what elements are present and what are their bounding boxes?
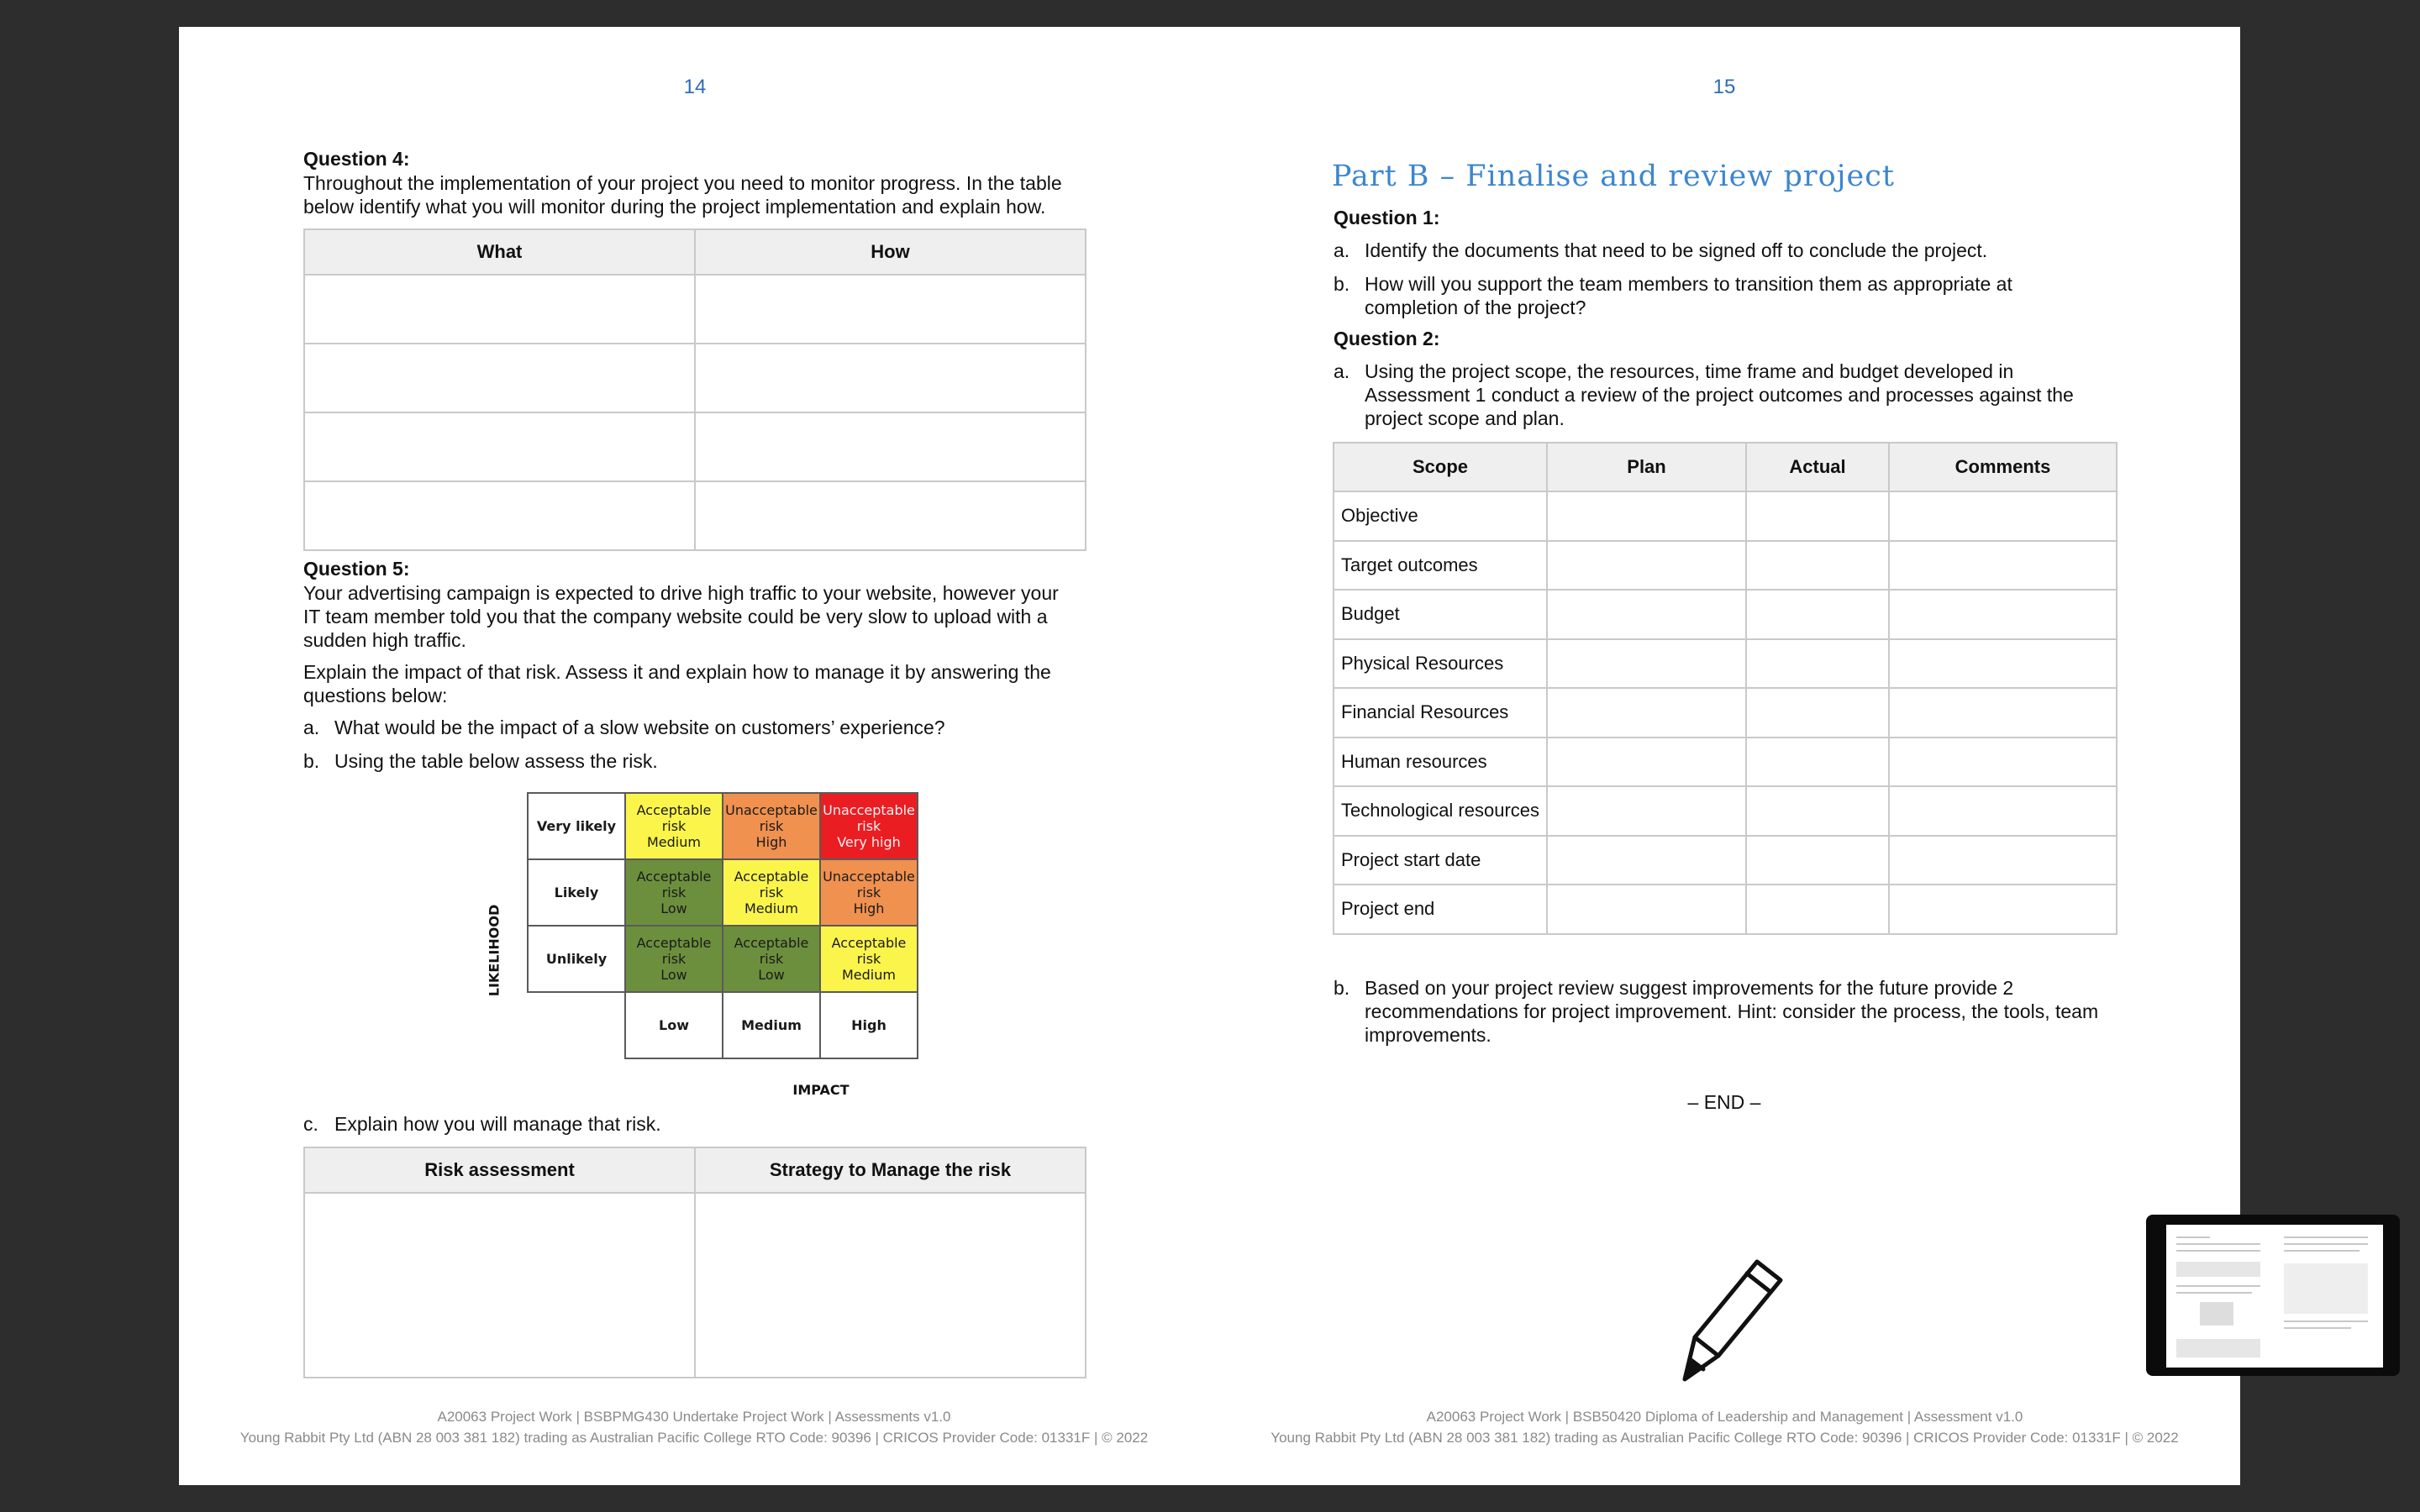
list-marker: c. xyxy=(303,1113,318,1135)
part-b-question-1-heading: Question 1: xyxy=(1334,207,1440,228)
table-cell[interactable] xyxy=(304,344,695,412)
question-5-item-a xyxy=(303,716,945,739)
table-cell[interactable] xyxy=(1889,738,2117,787)
matrix-col-label: Low xyxy=(625,992,723,1058)
table-cell[interactable] xyxy=(1746,836,1889,885)
table-cell[interactable] xyxy=(304,412,695,481)
question-5-text-line3: sudden high traffic. xyxy=(303,629,466,651)
question-5-item-c xyxy=(303,1112,661,1136)
list-text: Identify the documents that need to be signed off to conclude the project. xyxy=(1365,239,1988,261)
end-marker: – END – xyxy=(1687,1091,1761,1113)
table-cell[interactable] xyxy=(1889,590,2117,639)
table-cell[interactable] xyxy=(1889,836,2117,885)
table-cell[interactable] xyxy=(1746,738,1889,787)
question-5-text-line2: IT team member told you that the company website could be very slow to upload with a xyxy=(303,606,1048,627)
table-header: Plan xyxy=(1547,443,1746,491)
table-header: Strategy to Manage the risk xyxy=(695,1147,1086,1193)
risk-strategy-table xyxy=(303,1147,1086,1378)
matrix-cell: Acceptable risk Low xyxy=(625,926,723,992)
list-marker: a. xyxy=(1334,239,1350,261)
matrix-cell: Acceptable risk Medium xyxy=(723,859,820,926)
table-cell[interactable] xyxy=(1746,688,1889,738)
table-header: How xyxy=(695,229,1086,275)
scope-row-label: Human resources xyxy=(1334,738,1547,787)
scope-row-label: Target outcomes xyxy=(1334,541,1547,591)
matrix-cell: Unacceptable risk High xyxy=(820,859,918,926)
table-cell[interactable] xyxy=(1547,590,1746,639)
table-cell[interactable] xyxy=(1547,541,1746,591)
table-header: Scope xyxy=(1334,443,1547,491)
footer-right-line2: Young Rabbit Pty Ltd (ABN 28 003 381 182) trading as Australian Pacific College RTO Code: 90396 | CRICOS Provider Code: 01331F | © 2022 xyxy=(1270,1430,2179,1446)
scope-row-label: Project start date xyxy=(1334,836,1547,885)
table-header: Risk assessment xyxy=(304,1147,695,1193)
table-cell[interactable] xyxy=(1547,688,1746,738)
table-header: What xyxy=(304,229,695,275)
list-marker: b. xyxy=(1334,977,1350,999)
matrix-cell: Unacceptable risk Very high xyxy=(820,793,918,859)
table-cell[interactable] xyxy=(1889,639,2117,689)
part-b-q2-item-b xyxy=(1334,976,2098,1047)
table-cell[interactable] xyxy=(695,275,1086,344)
matrix-row-label: Likely xyxy=(528,859,625,926)
part-b-heading: Part B – Finalise and review project xyxy=(1332,160,1895,193)
matrix-col-label: High xyxy=(820,992,918,1058)
matrix-row-label: Very likely xyxy=(528,793,625,859)
table-cell[interactable] xyxy=(1889,786,2117,836)
table-cell[interactable] xyxy=(1547,491,1746,541)
table-cell[interactable] xyxy=(1746,885,1889,934)
page-number-right: 15 xyxy=(1712,76,1736,98)
pencil-icon xyxy=(1675,1252,1801,1394)
list-text: How will you support the team members to transition them as appropriate at completion of the project? xyxy=(1365,273,2012,318)
question-5-heading: Question 5: xyxy=(303,558,410,580)
table-cell[interactable] xyxy=(304,1193,695,1378)
question-5-text-line1: Your advertising campaign is expected to drive high traffic to your website, however your xyxy=(303,582,1059,604)
page-thumbnail[interactable] xyxy=(2166,1225,2383,1368)
matrix-cell: Acceptable risk Medium xyxy=(820,926,918,992)
footer-left-line1: A20063 Project Work | BSBPMG430 Undertake Project Work | Assessments v1.0 xyxy=(437,1409,951,1425)
table-cell[interactable] xyxy=(1746,541,1889,591)
table-cell[interactable] xyxy=(1889,688,2117,738)
question-4-text-line1: Throughout the implementation of your project you need to monitor progress. In the table xyxy=(303,172,1062,194)
question-5-text-line4: Explain the impact of that risk. Assess it and explain how to manage it by answering the xyxy=(303,661,1051,683)
part-b-q1-item-a xyxy=(1334,239,1987,262)
table-cell[interactable] xyxy=(1547,738,1746,787)
table-cell[interactable] xyxy=(695,481,1086,550)
scope-row-label: Budget xyxy=(1334,590,1547,639)
list-text: Explain how you will manage that risk. xyxy=(334,1113,661,1135)
question-4-heading: Question 4: xyxy=(303,148,410,170)
table-cell[interactable] xyxy=(1746,590,1889,639)
table-cell[interactable] xyxy=(1547,836,1746,885)
footer-left-line2: Young Rabbit Pty Ltd (ABN 28 003 381 182) trading as Australian Pacific College RTO Code: 90396 | CRICOS Provider Code: 01331F | © 2022 xyxy=(239,1430,1149,1446)
table-cell[interactable] xyxy=(1547,639,1746,689)
table-cell[interactable] xyxy=(695,1193,1086,1378)
table-cell[interactable] xyxy=(1746,639,1889,689)
list-text: Using the project scope, the resources, time frame and budget developed in Assessment 1 conduct a review of the project outcomes and processes against the project scope and plan. xyxy=(1365,360,2074,429)
table-cell[interactable] xyxy=(1889,541,2117,591)
impact-axis-label: IMPACT xyxy=(792,1082,850,1098)
table-header: Actual xyxy=(1746,443,1889,491)
table-cell[interactable] xyxy=(695,412,1086,481)
table-cell[interactable] xyxy=(1746,786,1889,836)
scope-row-label: Project end xyxy=(1334,885,1547,934)
table-cell[interactable] xyxy=(1547,885,1746,934)
part-b-q1-item-b xyxy=(1334,272,2012,319)
matrix-corner xyxy=(528,992,625,1058)
scope-review-table xyxy=(1333,442,2118,935)
matrix-cell: Acceptable risk Low xyxy=(723,926,820,992)
matrix-row-label: Unlikely xyxy=(528,926,625,992)
document-spread xyxy=(179,27,2240,1485)
table-cell[interactable] xyxy=(1889,885,2117,934)
scope-row-label: Physical Resources xyxy=(1334,639,1547,689)
scope-row-label: Technological resources xyxy=(1334,786,1547,836)
question-5-text-line5: questions below: xyxy=(303,685,448,706)
table-cell[interactable] xyxy=(1746,491,1889,541)
list-marker: b. xyxy=(303,750,320,772)
table-header: Comments xyxy=(1889,443,2117,491)
page-thumbnail-navigator[interactable] xyxy=(2146,1215,2400,1376)
likelihood-axis-label-wrap xyxy=(477,884,511,1018)
list-text: Using the table below assess the risk. xyxy=(334,750,658,772)
monitor-table xyxy=(303,228,1086,551)
scope-row-label: Objective xyxy=(1334,491,1547,541)
table-cell[interactable] xyxy=(1547,786,1746,836)
likelihood-axis-label: LIKELIHOOD xyxy=(486,904,502,997)
matrix-cell: Acceptable risk Low xyxy=(625,859,723,926)
footer-right-line1: A20063 Project Work | BSB50420 Diploma of Leadership and Management | Assessment v1.0 xyxy=(1426,1409,2023,1425)
matrix-cell: Unacceptable risk High xyxy=(723,793,820,859)
table-cell[interactable] xyxy=(695,344,1086,412)
part-b-question-2-heading: Question 2: xyxy=(1334,328,1440,349)
scope-row-label: Financial Resources xyxy=(1334,688,1547,738)
part-b-q2-item-a xyxy=(1334,360,2074,430)
table-cell[interactable] xyxy=(304,481,695,550)
table-cell[interactable] xyxy=(304,275,695,344)
list-marker: b. xyxy=(1334,273,1350,295)
question-4-text-line2: below identify what you will monitor during the project implementation and explain how. xyxy=(303,196,1046,218)
page-number-left: 14 xyxy=(683,76,707,98)
matrix-cell: Acceptable risk Medium xyxy=(625,793,723,859)
list-text: What would be the impact of a slow website on customers’ experience? xyxy=(334,717,945,738)
table-cell[interactable] xyxy=(1889,491,2117,541)
question-5-item-b xyxy=(303,749,658,773)
list-marker: a. xyxy=(1334,360,1350,382)
list-marker: a. xyxy=(303,717,320,738)
matrix-col-label: Medium xyxy=(723,992,820,1058)
risk-matrix xyxy=(527,792,918,1059)
list-text: Based on your project review suggest improvements for the future provide 2 recommendations for project improvement. Hint: consider the process, the tools, team improvements. xyxy=(1365,977,2099,1046)
